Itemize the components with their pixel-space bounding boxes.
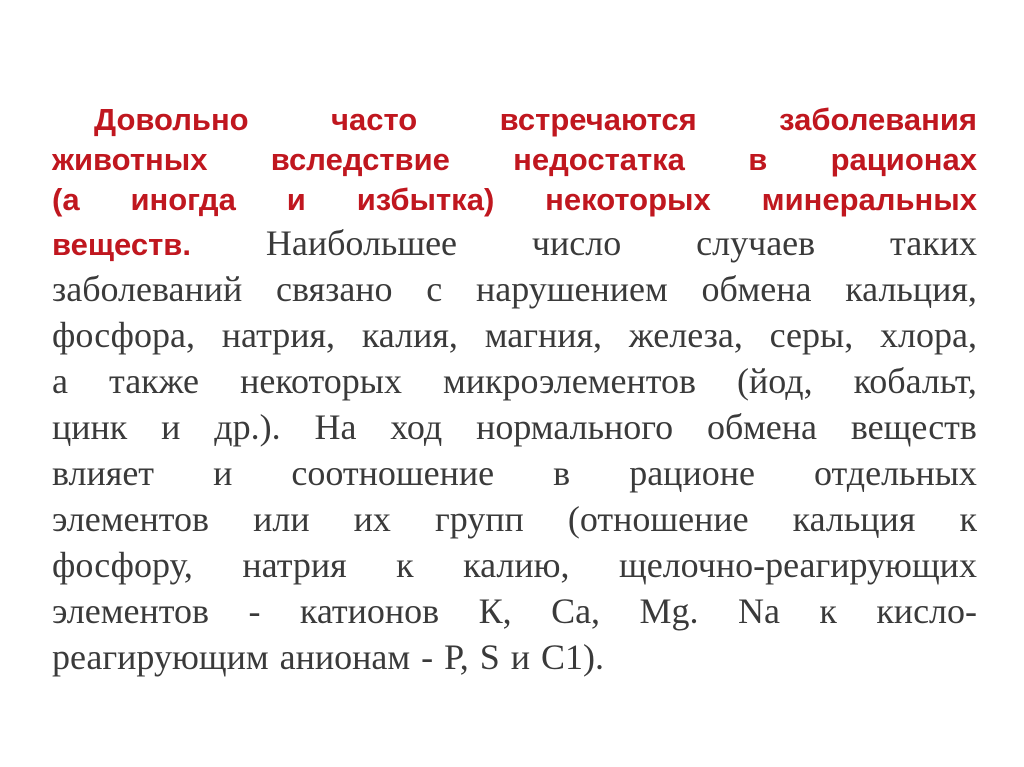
word: др.). bbox=[214, 407, 281, 447]
word: в bbox=[748, 142, 768, 177]
word: заболеваний bbox=[52, 269, 243, 309]
text-line-7 bbox=[52, 358, 977, 404]
word: (отношение bbox=[567, 499, 749, 539]
word: реагирующим bbox=[52, 637, 269, 677]
word: встречаются bbox=[499, 102, 697, 137]
word: кальция, bbox=[845, 269, 977, 309]
text-line-10 bbox=[52, 496, 977, 542]
word: связано bbox=[276, 269, 393, 309]
word: - bbox=[248, 591, 261, 631]
word: веществ bbox=[850, 407, 977, 447]
word: кальция bbox=[792, 499, 916, 539]
word: некоторых bbox=[545, 182, 711, 217]
word: Наибольшее bbox=[265, 223, 458, 263]
word: иногда bbox=[130, 182, 236, 217]
word: нормального bbox=[476, 407, 674, 447]
word: обмена bbox=[701, 269, 812, 309]
word: к bbox=[959, 499, 977, 539]
word: число bbox=[531, 223, 622, 263]
text-line-3 bbox=[52, 180, 977, 220]
word: С1). bbox=[541, 637, 604, 677]
word: На bbox=[314, 407, 357, 447]
word: - bbox=[421, 637, 434, 677]
text-line-11 bbox=[52, 542, 977, 588]
word: нарушением bbox=[476, 269, 668, 309]
text-line-2 bbox=[52, 140, 977, 180]
word: ход bbox=[390, 407, 443, 447]
word: животных bbox=[52, 142, 208, 177]
word: и bbox=[213, 453, 233, 493]
word: и bbox=[161, 407, 181, 447]
word: к bbox=[396, 545, 414, 585]
word: анионам bbox=[279, 637, 411, 677]
word: цинк bbox=[52, 407, 128, 447]
word: Mg. bbox=[639, 591, 699, 631]
word: фосфора, bbox=[52, 315, 195, 355]
word: калию, bbox=[463, 545, 570, 585]
word: Са, bbox=[551, 591, 601, 631]
word: а bbox=[52, 361, 68, 401]
text-line-5 bbox=[52, 266, 977, 312]
word: вследствие bbox=[270, 142, 450, 177]
paragraph bbox=[52, 100, 977, 680]
word: заболевания bbox=[779, 102, 977, 137]
word: минеральных bbox=[761, 182, 977, 217]
word: и bbox=[286, 182, 306, 217]
word: хлора, bbox=[880, 315, 977, 355]
word: S bbox=[479, 637, 500, 677]
word: и bbox=[510, 637, 530, 677]
word: Р, bbox=[444, 637, 469, 677]
word: недостатка bbox=[513, 142, 685, 177]
word: серы, bbox=[769, 315, 854, 355]
word: избытка) bbox=[356, 182, 495, 217]
word: или bbox=[253, 499, 310, 539]
word: рационе bbox=[629, 453, 755, 493]
word: случаев bbox=[696, 223, 816, 263]
text-line-9 bbox=[52, 450, 977, 496]
word: некоторых bbox=[240, 361, 402, 401]
text-line-12 bbox=[52, 588, 977, 634]
word: кобальт, bbox=[853, 361, 977, 401]
word: натрия, bbox=[221, 315, 336, 355]
text-line-6 bbox=[52, 312, 977, 358]
word: соотношение bbox=[291, 453, 495, 493]
word: катионов bbox=[299, 591, 440, 631]
word: кисло- bbox=[876, 591, 977, 631]
word: рационах bbox=[830, 142, 977, 177]
word: железа, bbox=[628, 315, 743, 355]
word: к bbox=[819, 591, 837, 631]
word: групп bbox=[434, 499, 524, 539]
word: микроэлементов bbox=[443, 361, 697, 401]
word: обмена bbox=[707, 407, 817, 447]
word: (а bbox=[52, 182, 80, 217]
word: натрия bbox=[242, 545, 347, 585]
word: в bbox=[553, 453, 571, 493]
text-line-13 bbox=[52, 634, 977, 680]
word: щелочно-реагирующих bbox=[619, 545, 977, 585]
word: Na bbox=[737, 591, 780, 631]
text-line-1 bbox=[52, 100, 977, 140]
word: Довольно bbox=[94, 102, 249, 137]
word: магния, bbox=[484, 315, 603, 355]
text-line-4 bbox=[52, 220, 977, 266]
word: часто bbox=[331, 102, 418, 137]
word: К, bbox=[478, 591, 512, 631]
word: фосфору, bbox=[52, 545, 193, 585]
word: таких bbox=[890, 223, 977, 263]
word: элементов bbox=[52, 499, 210, 539]
word: отдельных bbox=[814, 453, 977, 493]
word: влияет bbox=[52, 453, 155, 493]
word: их bbox=[353, 499, 391, 539]
word: элементов bbox=[52, 591, 210, 631]
word: также bbox=[109, 361, 200, 401]
text-line-8 bbox=[52, 404, 977, 450]
word: (йод, bbox=[737, 361, 813, 401]
word: с bbox=[426, 269, 443, 309]
word: калия, bbox=[361, 315, 458, 355]
highlight-word: веществ. bbox=[52, 227, 191, 262]
